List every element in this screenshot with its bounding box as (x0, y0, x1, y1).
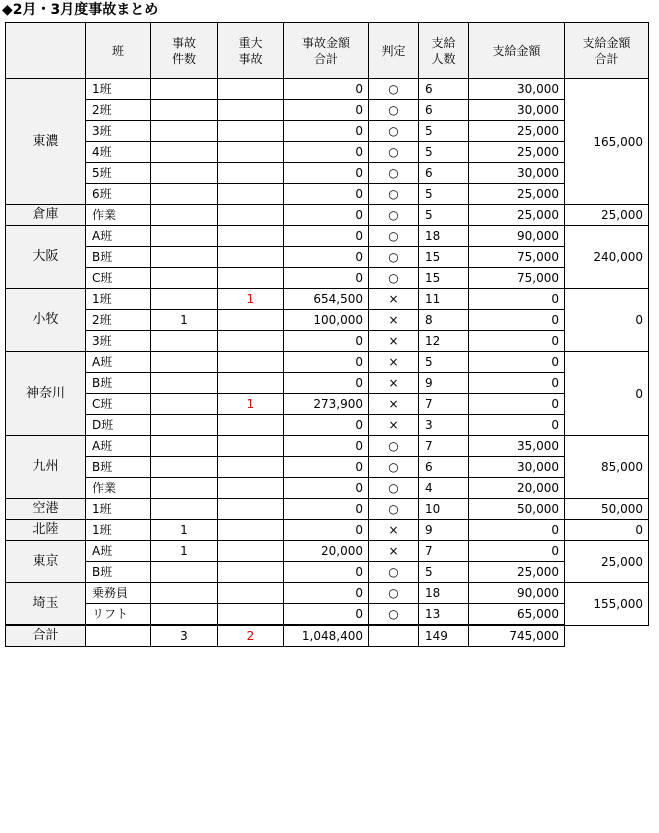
table-row (6, 205, 649, 226)
region-cell: 東濃 (6, 79, 86, 205)
serious-accident-cell (218, 79, 284, 100)
pay-count-cell: 8 (419, 310, 469, 331)
accident-amount-cell: 0 (284, 205, 369, 226)
total-pay-amount: 745,000 (469, 625, 565, 647)
accident-amount-cell: 0 (284, 121, 369, 142)
accident-count-cell: 1 (151, 541, 218, 562)
serious-accident-cell (218, 142, 284, 163)
accident-count-cell (151, 436, 218, 457)
table-row (6, 310, 649, 331)
pay-count-cell: 9 (419, 520, 469, 541)
pay-amount-cell: 25,000 (469, 184, 565, 205)
accident-count-cell (151, 121, 218, 142)
accident-amount-cell: 0 (284, 352, 369, 373)
pay-amount-cell: 0 (469, 352, 565, 373)
serious-accident-cell (218, 562, 284, 583)
accident-count-cell (151, 373, 218, 394)
pay-amount-cell: 25,000 (469, 142, 565, 163)
accident-amount-cell: 0 (284, 604, 369, 626)
pay-count-cell: 7 (419, 541, 469, 562)
team-cell: A班 (86, 541, 151, 562)
serious-accident-cell (218, 415, 284, 436)
accident-amount-cell: 0 (284, 226, 369, 247)
region-cell: 九州 (6, 436, 86, 499)
pay-count-cell: 5 (419, 184, 469, 205)
pay-amount-cell: 75,000 (469, 247, 565, 268)
pay-count-cell: 6 (419, 100, 469, 121)
region-cell: 倉庫 (6, 205, 86, 226)
serious-accident-cell (218, 247, 284, 268)
table-row (6, 142, 649, 163)
table-row (6, 163, 649, 184)
judgement-cell: ○ (369, 457, 419, 478)
accident-count-cell (151, 268, 218, 289)
team-cell: 5班 (86, 163, 151, 184)
pay-count-cell: 18 (419, 583, 469, 604)
serious-accident-cell (218, 226, 284, 247)
team-cell: B班 (86, 247, 151, 268)
judgement-cell: ○ (369, 604, 419, 626)
accident-amount-cell: 0 (284, 331, 369, 352)
pay-amount-cell: 25,000 (469, 121, 565, 142)
pay-count-cell: 7 (419, 436, 469, 457)
team-cell: B班 (86, 457, 151, 478)
serious-accident-cell (218, 457, 284, 478)
serious-accident-cell (218, 520, 284, 541)
judgement-cell: ○ (369, 478, 419, 499)
pay-amount-cell: 0 (469, 394, 565, 415)
pay-total-cell: 0 (565, 520, 649, 541)
team-cell: B班 (86, 562, 151, 583)
table-row (6, 394, 649, 415)
accident-amount-cell: 0 (284, 415, 369, 436)
pay-count-cell: 3 (419, 415, 469, 436)
judgement-cell: × (369, 520, 419, 541)
team-cell: 2班 (86, 100, 151, 121)
judgement-cell: × (369, 331, 419, 352)
accident-amount-cell: 0 (284, 163, 369, 184)
team-cell: 2班 (86, 310, 151, 331)
judgement-cell: × (369, 415, 419, 436)
accident-summary-table (5, 22, 649, 647)
accident-count-cell: 1 (151, 520, 218, 541)
pay-count-cell: 15 (419, 268, 469, 289)
region-cell: 東京 (6, 541, 86, 583)
pay-amount-cell: 25,000 (469, 205, 565, 226)
pay-amount-cell: 30,000 (469, 457, 565, 478)
serious-accident-cell (218, 352, 284, 373)
pay-count-cell: 5 (419, 205, 469, 226)
accident-amount-cell: 0 (284, 373, 369, 394)
pay-count-cell: 15 (419, 247, 469, 268)
team-cell: 1班 (86, 79, 151, 100)
accident-count-cell (151, 562, 218, 583)
accident-amount-cell: 0 (284, 268, 369, 289)
pay-total-cell: 25,000 (565, 541, 649, 583)
serious-accident-cell (218, 541, 284, 562)
judgement-cell: × (369, 394, 419, 415)
region-cell: 小牧 (6, 289, 86, 352)
accident-amount-cell: 0 (284, 142, 369, 163)
judgement-cell: ○ (369, 226, 419, 247)
judgement-cell: ○ (369, 499, 419, 520)
table-row (6, 436, 649, 457)
accident-amount-cell: 100,000 (284, 310, 369, 331)
team-cell: 6班 (86, 184, 151, 205)
accident-count-cell (151, 394, 218, 415)
table-row (6, 415, 649, 436)
team-cell: A班 (86, 352, 151, 373)
team-cell: C班 (86, 394, 151, 415)
serious-accident-cell (218, 583, 284, 604)
accident-count-cell (151, 604, 218, 626)
accident-amount-cell: 0 (284, 100, 369, 121)
team-cell: 作業 (86, 205, 151, 226)
accident-amount-cell: 0 (284, 520, 369, 541)
team-cell: 4班 (86, 142, 151, 163)
pay-amount-cell: 30,000 (469, 163, 565, 184)
table-row (6, 373, 649, 394)
region-cell: 神奈川 (6, 352, 86, 436)
judgement-cell: ○ (369, 142, 419, 163)
pay-amount-cell: 30,000 (469, 100, 565, 121)
serious-accident-cell (218, 310, 284, 331)
team-cell: リフト (86, 604, 151, 626)
serious-accident-cell (218, 436, 284, 457)
pay-amount-cell: 0 (469, 331, 565, 352)
serious-accident-cell (218, 184, 284, 205)
region-cell: 空港 (6, 499, 86, 520)
accident-amount-cell: 0 (284, 499, 369, 520)
accident-count-cell (151, 247, 218, 268)
pay-total-cell: 165,000 (565, 79, 649, 205)
serious-accident-cell (218, 121, 284, 142)
team-cell: 1班 (86, 499, 151, 520)
accident-count-cell (151, 142, 218, 163)
pay-count-cell: 5 (419, 562, 469, 583)
accident-count-cell (151, 163, 218, 184)
accident-count-cell (151, 100, 218, 121)
team-cell: 乗務員 (86, 583, 151, 604)
judgement-cell: ○ (369, 436, 419, 457)
judgement-cell: × (369, 289, 419, 310)
judgement-cell: × (369, 541, 419, 562)
team-cell: C班 (86, 268, 151, 289)
region-cell: 北陸 (6, 520, 86, 541)
total-pay-count: 149 (419, 625, 469, 647)
pay-amount-cell: 0 (469, 289, 565, 310)
accident-count-cell (151, 184, 218, 205)
accident-count-cell (151, 499, 218, 520)
accident-count-cell (151, 478, 218, 499)
table-row (6, 457, 649, 478)
accident-count-cell (151, 583, 218, 604)
team-cell: B班 (86, 373, 151, 394)
table-row (6, 562, 649, 583)
serious-accident-cell (218, 205, 284, 226)
pay-amount-cell: 25,000 (469, 562, 565, 583)
serious-accident-cell (218, 163, 284, 184)
pay-total-cell: 0 (565, 289, 649, 352)
table-row (6, 583, 649, 604)
accident-count-cell (151, 331, 218, 352)
accident-amount-cell: 0 (284, 562, 369, 583)
table-row (6, 226, 649, 247)
pay-amount-cell: 75,000 (469, 268, 565, 289)
team-cell: A班 (86, 226, 151, 247)
pay-count-cell: 10 (419, 499, 469, 520)
judgement-cell: ○ (369, 79, 419, 100)
accident-count-cell (151, 289, 218, 310)
total-serious-accidents: 2 (218, 625, 284, 647)
table-row (6, 331, 649, 352)
total-accident-amount: 1,048,400 (284, 625, 369, 647)
column-header: 事故 件数 (151, 23, 218, 79)
judgement-cell: × (369, 373, 419, 394)
accident-amount-cell: 0 (284, 436, 369, 457)
total-row (6, 625, 649, 647)
serious-accident-cell (218, 478, 284, 499)
total-accident-count: 3 (151, 625, 218, 647)
accident-amount-cell: 273,900 (284, 394, 369, 415)
pay-count-cell: 4 (419, 478, 469, 499)
pay-count-cell: 6 (419, 457, 469, 478)
pay-total-cell: 240,000 (565, 226, 649, 289)
accident-count-cell (151, 205, 218, 226)
region-cell: 大阪 (6, 226, 86, 289)
pay-amount-cell: 20,000 (469, 478, 565, 499)
judgement-cell: ○ (369, 184, 419, 205)
pay-total-cell: 155,000 (565, 583, 649, 626)
accident-amount-cell: 0 (284, 79, 369, 100)
serious-accident-cell: 1 (218, 394, 284, 415)
accident-count-cell: 1 (151, 310, 218, 331)
serious-accident-cell (218, 100, 284, 121)
pay-count-cell: 18 (419, 226, 469, 247)
column-header: 班 (86, 23, 151, 79)
judgement-cell: ○ (369, 268, 419, 289)
pay-total-cell: 25,000 (565, 205, 649, 226)
pay-count-cell: 13 (419, 604, 469, 626)
pay-count-cell: 6 (419, 79, 469, 100)
accident-amount-cell: 0 (284, 457, 369, 478)
pay-count-cell: 11 (419, 289, 469, 310)
team-cell: 3班 (86, 121, 151, 142)
column-header: 支給 人数 (419, 23, 469, 79)
table-row (6, 121, 649, 142)
total-judgement-cell (369, 625, 419, 647)
total-empty-cell (565, 625, 649, 647)
region-cell: 埼玉 (6, 583, 86, 626)
judgement-cell: ○ (369, 583, 419, 604)
pay-amount-cell: 0 (469, 415, 565, 436)
accident-count-cell (151, 415, 218, 436)
column-header: 支給金額 合計 (565, 23, 649, 79)
column-header: 重大 事故 (218, 23, 284, 79)
serious-accident-cell (218, 373, 284, 394)
total-label: 合計 (6, 625, 86, 647)
serious-accident-cell (218, 331, 284, 352)
team-cell: 3班 (86, 331, 151, 352)
total-team-cell (86, 625, 151, 647)
accident-amount-cell: 654,500 (284, 289, 369, 310)
judgement-cell: ○ (369, 205, 419, 226)
pay-count-cell: 5 (419, 142, 469, 163)
serious-accident-cell (218, 604, 284, 626)
pay-total-cell: 50,000 (565, 499, 649, 520)
table-row (6, 79, 649, 100)
pay-amount-cell: 0 (469, 310, 565, 331)
pay-amount-cell: 65,000 (469, 604, 565, 626)
page-title: ◆2月・3月度事故まとめ (2, 2, 159, 18)
serious-accident-cell: 1 (218, 289, 284, 310)
table-row (6, 520, 649, 541)
judgement-cell: ○ (369, 562, 419, 583)
team-cell: 作業 (86, 478, 151, 499)
table-row (6, 184, 649, 205)
pay-count-cell: 7 (419, 394, 469, 415)
pay-amount-cell: 90,000 (469, 226, 565, 247)
accident-amount-cell: 0 (284, 583, 369, 604)
table-row (6, 289, 649, 310)
table-row (6, 478, 649, 499)
judgement-cell: ○ (369, 247, 419, 268)
pay-count-cell: 12 (419, 331, 469, 352)
accident-count-cell (151, 352, 218, 373)
team-cell: 1班 (86, 520, 151, 541)
column-header: 事故金額 合計 (284, 23, 369, 79)
serious-accident-cell (218, 268, 284, 289)
team-cell: 1班 (86, 289, 151, 310)
team-cell: D班 (86, 415, 151, 436)
judgement-cell: ○ (369, 121, 419, 142)
accident-amount-cell: 0 (284, 247, 369, 268)
table-row (6, 268, 649, 289)
column-header (6, 23, 86, 79)
pay-amount-cell: 35,000 (469, 436, 565, 457)
table-row (6, 247, 649, 268)
accident-count-cell (151, 226, 218, 247)
pay-total-cell: 85,000 (565, 436, 649, 499)
accident-amount-cell: 0 (284, 478, 369, 499)
pay-amount-cell: 50,000 (469, 499, 565, 520)
accident-count-cell (151, 457, 218, 478)
pay-amount-cell: 0 (469, 520, 565, 541)
accident-count-cell (151, 79, 218, 100)
serious-accident-cell (218, 499, 284, 520)
pay-total-cell: 0 (565, 352, 649, 436)
table-row (6, 541, 649, 562)
pay-count-cell: 5 (419, 352, 469, 373)
pay-amount-cell: 0 (469, 541, 565, 562)
pay-amount-cell: 0 (469, 373, 565, 394)
column-header: 支給金額 (469, 23, 565, 79)
judgement-cell: ○ (369, 163, 419, 184)
pay-amount-cell: 30,000 (469, 79, 565, 100)
table-row (6, 499, 649, 520)
team-cell: A班 (86, 436, 151, 457)
table-body (6, 79, 649, 647)
pay-count-cell: 9 (419, 373, 469, 394)
table-row (6, 352, 649, 373)
table-row (6, 604, 649, 626)
pay-count-cell: 6 (419, 163, 469, 184)
accident-amount-cell: 0 (284, 184, 369, 205)
column-header: 判定 (369, 23, 419, 79)
judgement-cell: × (369, 310, 419, 331)
judgement-cell: × (369, 352, 419, 373)
pay-amount-cell: 90,000 (469, 583, 565, 604)
table-row (6, 100, 649, 121)
accident-amount-cell: 20,000 (284, 541, 369, 562)
judgement-cell: ○ (369, 100, 419, 121)
pay-count-cell: 5 (419, 121, 469, 142)
table-header (6, 23, 649, 79)
